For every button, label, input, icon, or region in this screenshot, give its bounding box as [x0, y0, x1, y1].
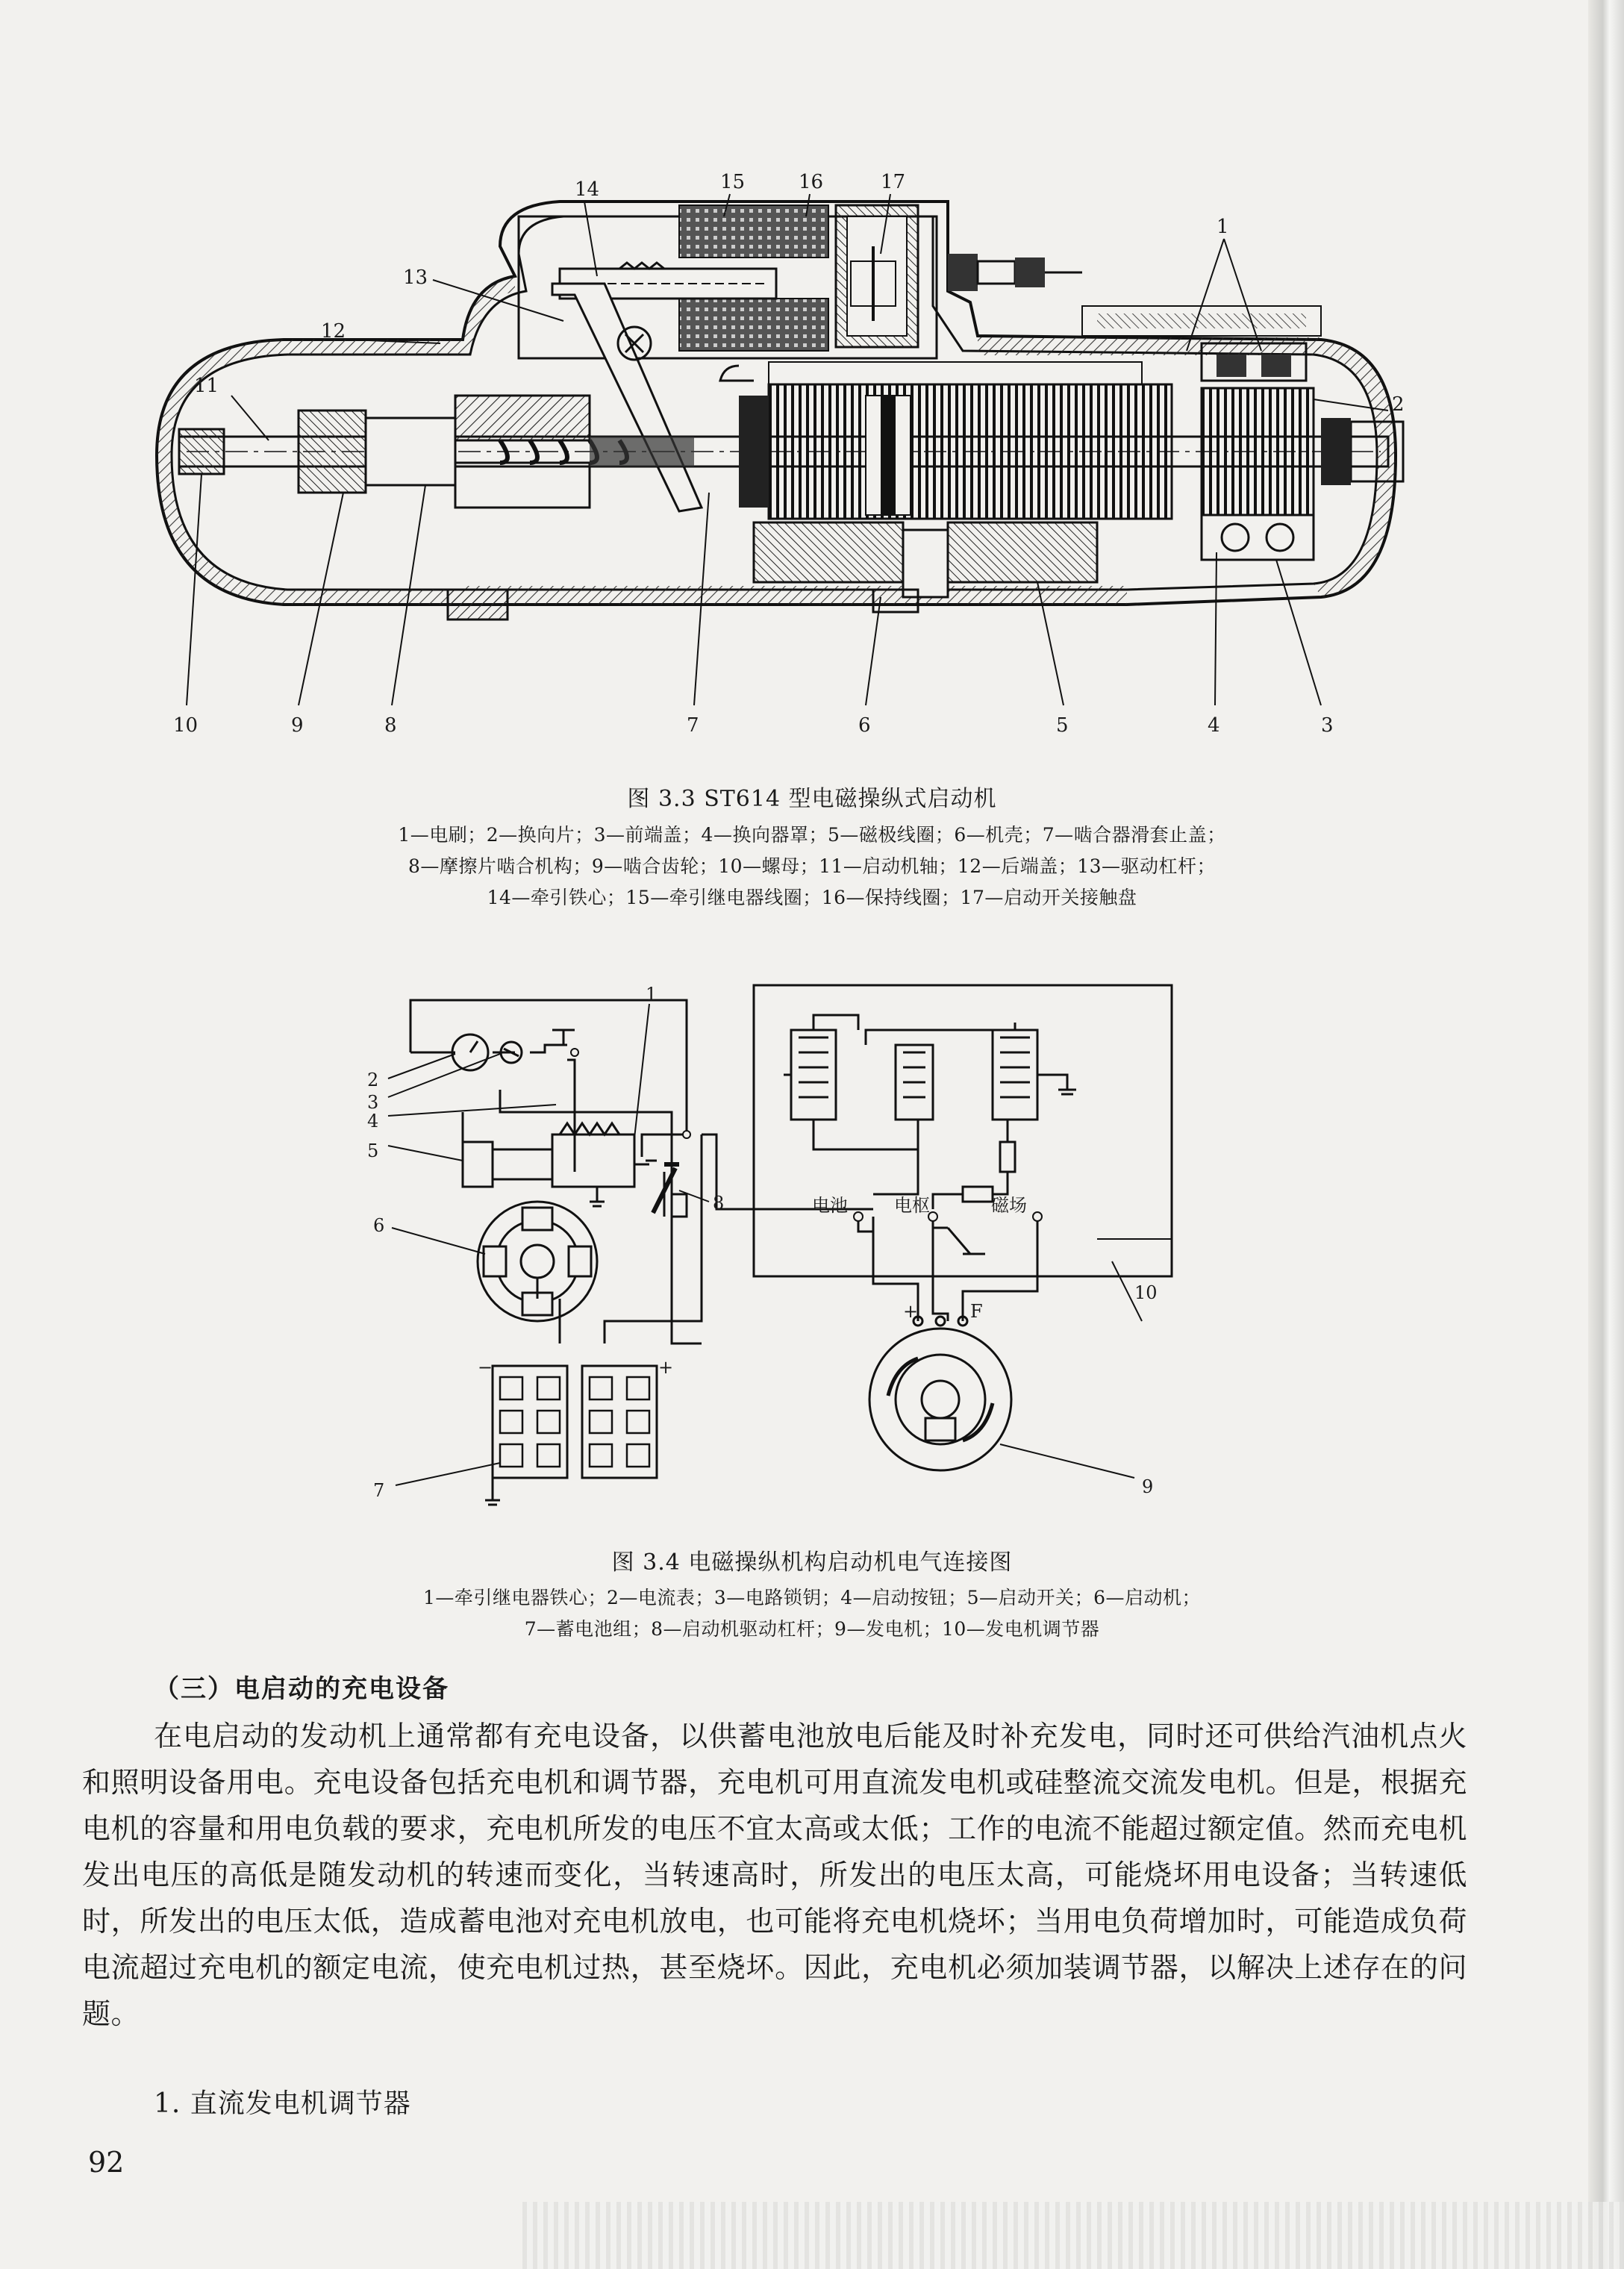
figure-3-3-caption: 图 3.3 ST614 型电磁操纵式启动机 — [627, 786, 997, 812]
fig1-callout-10: 10 — [173, 714, 199, 737]
fig1-callout-9: 9 — [291, 714, 304, 737]
fig1-callout-2: 2 — [1392, 393, 1405, 416]
figure-3-4-legend-line: 7—蓄电池组；8—启动机驱动杠杆；9—发电机；10—发电机调节器 — [524, 1618, 1100, 1640]
figure-3-3-legend-line: 8—摩擦片啮合机构；9—啮合齿轮；10—螺母；11—启动机轴；12—后端盖；13—驱动杠杆； — [407, 855, 1217, 877]
terminal-label-field: 磁场 — [991, 1195, 1027, 1216]
fig2-callout-4: 4 — [367, 1111, 379, 1132]
figure-3-3-legend — [0, 820, 1624, 914]
fig2-callout-3: 3 — [367, 1092, 379, 1113]
page-edge-shadow — [1588, 0, 1624, 2269]
section-heading: （三）电启动的充电设备 — [154, 1674, 449, 1704]
terminal-label-battery: 电池 — [812, 1195, 848, 1216]
battery-minus-sign: − — [478, 1357, 493, 1378]
fig2-callout-8: 8 — [713, 1193, 725, 1214]
fig1-callout-17: 17 — [881, 172, 906, 193]
fig2-callout-1: 1 — [646, 984, 658, 1005]
starter-wiring-diagram — [351, 970, 1231, 1530]
fig1-callout-13: 13 — [403, 266, 428, 289]
fig1-callout-8: 8 — [384, 714, 397, 737]
fig1-callout-3: 3 — [1321, 714, 1334, 737]
fig1-callout-5: 5 — [1056, 714, 1069, 737]
figure-3-3-legend-line: 1—电刷；2—换向片；3—前端盖；4—换向器罩；5—磁极线圈；6—机壳；7—啮合器滑套止盖； — [398, 824, 1226, 846]
fig1-callout-1: 1 — [1217, 216, 1229, 238]
fig1-callout-7: 7 — [687, 714, 699, 737]
fig2-callout-10: 10 — [1134, 1282, 1158, 1303]
subsection-heading: 1. 直流发电机调节器 — [154, 2088, 411, 2119]
fig2-callout-9: 9 — [1142, 1476, 1154, 1497]
fig1-callout-14: 14 — [575, 178, 600, 201]
fig2-callout-2: 2 — [367, 1070, 379, 1090]
page-number: 92 — [88, 2146, 125, 2179]
figure-3-4-caption: 图 3.4 电磁操纵机构启动机电气连接图 — [611, 1549, 1013, 1576]
fig1-callout-15: 15 — [720, 172, 746, 193]
fig2-callout-6: 6 — [373, 1215, 385, 1236]
battery-plus-sign: + — [658, 1357, 674, 1378]
figure-3-4-legend — [0, 1582, 1624, 1645]
scan-artifact-band — [522, 2202, 1624, 2269]
fig1-callout-11: 11 — [194, 375, 219, 397]
generator-plus-terminal: + — [903, 1301, 919, 1322]
body-paragraph: 在电启动的发动机上通常都有充电设备，以供蓄电池放电后能及时补充发电，同时还可供给汽油机点火和照明设备用电。充电设备包括充电机和调节器，充电机可用直流发电机或硅整流交流发电机。但是，根据充电机的容量和用电负载的要求，充电机所发的电压不宜太高或太低；工作的电流不能超过额定值。然而充电机发出电压的高低是随发动机的转速而变化，当转速高时，所发出的电压太高，可能烧坏用电设备；当转速低时，所发出的电压太低，造成蓄电池对充电机放电，也可能将充电机烧坏；当用电负荷增加时，可能造成负荷电流超过充电机的额定电流，使充电机过热，甚至烧坏。因此，充电机必须加装调节器，以解决上述存在的问题。 — [82, 1720, 1467, 2030]
fig1-callout-6: 6 — [858, 714, 871, 737]
fig2-callout-7: 7 — [373, 1480, 385, 1501]
starter-cross-section-figure — [112, 172, 1425, 769]
fig1-callout-12: 12 — [321, 320, 346, 343]
figure-3-3-legend-line: 14—牵引铁心；15—牵引继电器线圈；16—保持线圈；17—启动开关接触盘 — [487, 887, 1137, 908]
terminal-label-armature: 电枢 — [894, 1195, 930, 1216]
generator-f-terminal: F — [970, 1301, 983, 1322]
fig1-callout-16: 16 — [799, 172, 824, 193]
fig1-callout-4: 4 — [1208, 714, 1220, 737]
fig2-callout-5: 5 — [367, 1140, 379, 1161]
figure-3-4-legend-line: 1—牵引继电器铁心；2—电流表；3—电路锁钥；4—启动按钮；5—启动开关；6—启动机； — [423, 1587, 1201, 1608]
